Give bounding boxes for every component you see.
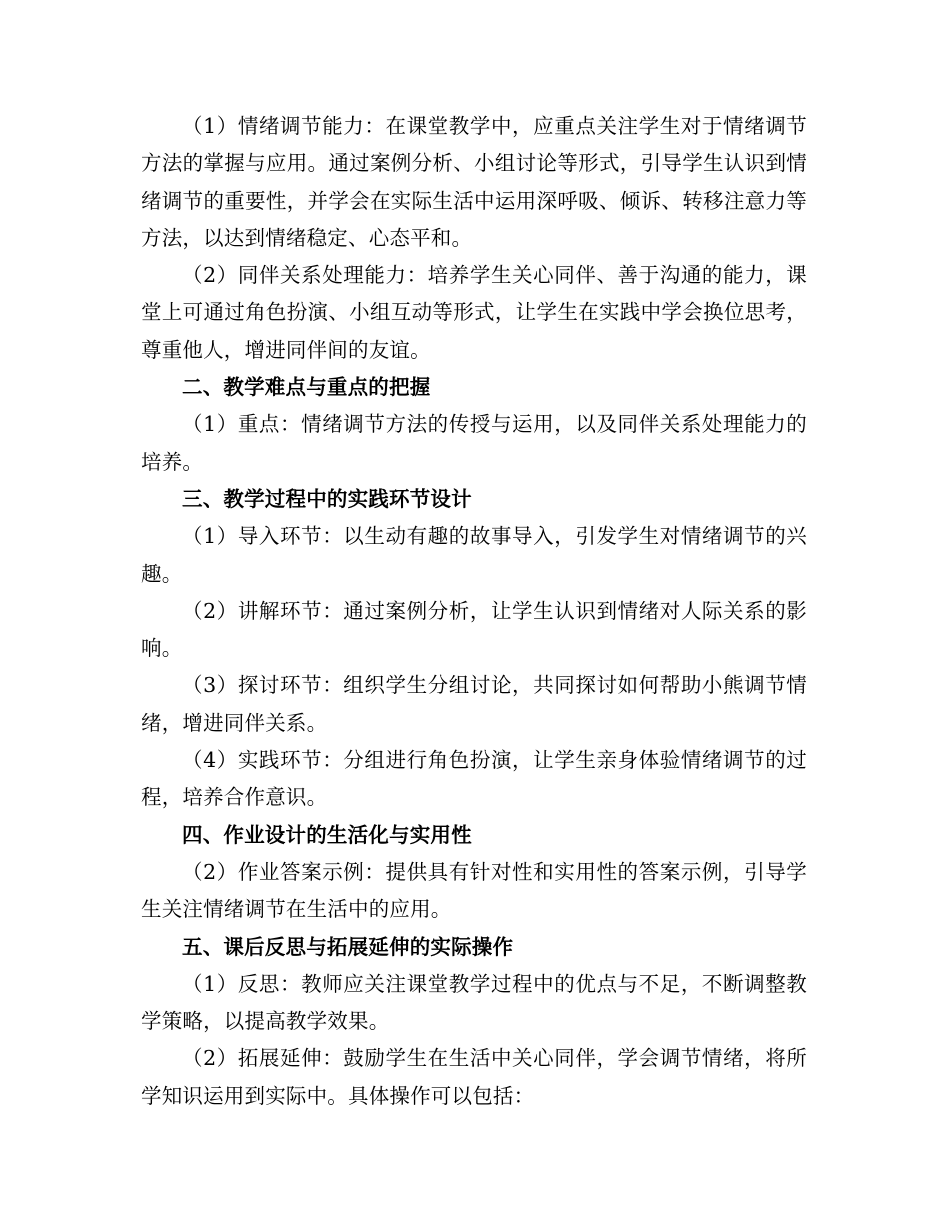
paragraph-explain-stage: （2）讲解环节：通过案例分析，让学生认识到情绪对人际关系的影响。 xyxy=(141,598,807,661)
paragraph-intro-stage: （1）导入环节：以生动有趣的故事导入，引发学生对情绪调节的兴趣。 xyxy=(141,524,807,586)
paragraph-homework-example: （2）作业答案示例：提供具有针对性和实用性的答案示例，引导学生关注情绪调节在生活中的应用。 xyxy=(141,859,807,922)
section-heading-4: 四、作业设计的生活化与实用性 xyxy=(182,822,472,847)
paragraph-peer-relations: （2）同伴关系处理能力：培养学生关心同伴、善于沟通的能力，课堂上可通过角色扮演、小组互动等形式，让学生在实践中学会换位思考，尊重他人，增进同伴间的友谊。 xyxy=(141,263,807,362)
document-page xyxy=(141,108,807,1115)
paragraph-extension: （2）拓展延伸：鼓励学生在生活中关心同伴，学会调节情绪，将所学知识运用到实际中。具体操作可以包括： xyxy=(141,1046,807,1108)
paragraph-practice-stage: （4）实践环节：分组进行角色扮演，让学生亲身体验情绪调节的过程，培养合作意识。 xyxy=(141,748,807,810)
section-heading-2: 二、教学难点与重点的把握 xyxy=(182,375,431,400)
section-heading-3: 三、教学过程中的实践环节设计 xyxy=(182,486,472,511)
paragraph-key-point: （1）重点：情绪调节方法的传授与运用，以及同伴关系处理能力的培养。 xyxy=(141,412,807,474)
paragraph-emotion-regulation: （1）情绪调节能力：在课堂教学中，应重点关注学生对于情绪调节方法的掌握与应用。通过案例分析、小组讨论等形式，引导学生认识到情绪调节的重要性，并学会在实际生活中运用深呼吸、倾诉、转移注意力等方法，以达到情绪稳定、心态平和。 xyxy=(141,114,807,250)
paragraph-reflection: （1）反思：教师应关注课堂教学过程中的优点与不足，不断调整教学策略，以提高教学效果。 xyxy=(141,971,807,1034)
section-heading-5: 五、课后反思与拓展延伸的实际操作 xyxy=(182,934,514,959)
paragraph-discuss-stage: （3）探讨环节：组织学生分组讨论，共同探讨如何帮助小熊调节情绪，增进同伴关系。 xyxy=(141,673,807,735)
